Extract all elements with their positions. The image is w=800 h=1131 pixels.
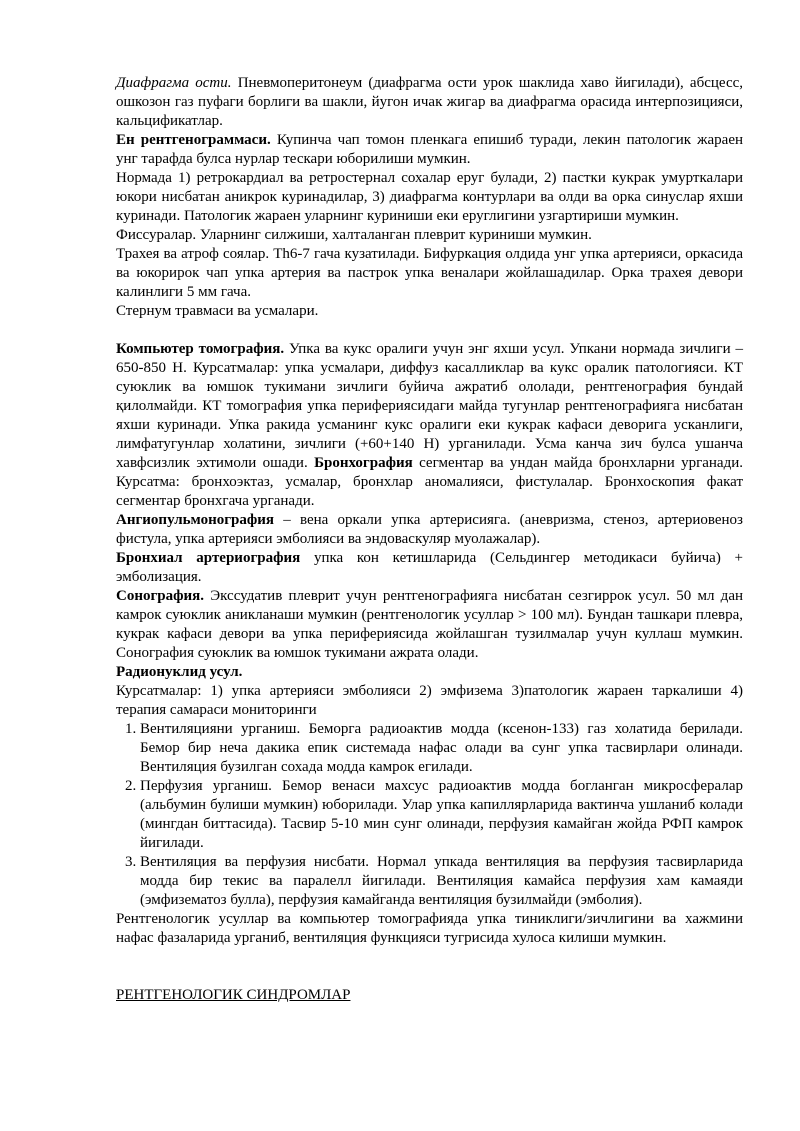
paragraph-sonography [116,587,743,663]
blank-line [116,321,743,340]
paragraph-text: Купинча чап томон пленкага епишиб туради, лекин патологик жараен унг тарафда булса нурлар тескари юборилиши мумкин. [116,132,744,167]
paragraph-lead-bronchography: Бронхография [314,455,413,471]
paragraph-text: – вена оркали упка артерисияга. (аневризма, стеноз, артериовеноз фистула, упка артерияси эмболияси ва эндоваскуляр муолажалар). [116,512,743,547]
list-item: 3. Вентиляция ва перфузия нисбати. Нормал упкада вентиляция ва перфузия тасвирларида модда бир текис ва паралелл йигилади. Вентиляция камайса перфузия хам камаяди (эмфизематоз булла), перфузия камайганда вентиляция бузилмайди (эмболия). [140,853,743,910]
paragraph-lead: Сонография. [116,588,205,604]
paragraph-text: упка кон кетишларида (Сельдингер методикаси буйича) + эмболизация. [116,550,743,585]
paragraph-text: Пневмоперитонеум (диафрагма ости урок шаклида хаво йигилади), абсцесс, ошкозон газ пуфаги борлиги ва шакли, йугон ичак жигар ва диафрагма орасида интерпозицияси, кальцификатлар. [116,75,744,129]
paragraph-lead: Ен рентгенограммаси. [116,132,271,148]
paragraph-lead: Компьютер томография. [116,341,285,357]
paragraph-ct [116,340,743,511]
numbered-list [116,720,743,910]
list-item: 2. Перфузия урганиш. Бемор венаси махсус радиоактив модда богланган микросфералар (альбумин булиши мумкин) юборилади. Улар упка капиллярларида вактинча ушланиб колади (мингдан биттасида). Тасвир 5-10 мин сунг олинади, перфузия камайган жойда РФП камрок йигилади. [140,777,743,853]
paragraph-indications: Курсатмалар: 1) упка артерияси эмболияси 2) эмфизема 3)патологик жараен таркалиши 4) терапия самараси мониторинги [116,683,743,718]
paragraph-trachea: Трахея ва атроф соялар. Th6-7 гача кузатилади. Бифуркация олдида унг упка артерияси, оркасида ва юкорирок чап упка артерия ва пастрок упка веналари жойлашадилар. Орка трахея девори калинлиги 5 мм гача. [116,246,743,300]
paragraph-lead: Ангиопульмонография [116,512,274,528]
paragraph-lateral-radiograph [116,131,743,169]
section-heading: РЕНТГЕНОЛОГИК СИНДРОМЛАР [116,987,351,1003]
paragraph-diaphragm [116,74,743,131]
document-page [116,74,743,1005]
paragraph-sternum: Стернум травмаси ва усмалари. [116,303,319,319]
paragraph-norm: Нормада 1) ретрокардиал ва ретростернал сохалар еруг булади, 2) пастки кукрак умурткалари юкори нисбатан аникрок куринадилар, 3) диафрагма контурлари ва олди ва орка синуслар яхши куринади. Патологик жараен уларнинг куриниши еки еруглигини узгартириши мумкин. [116,170,743,224]
paragraph-bronchial-arteriography [116,549,743,587]
paragraph-text: Упка ва кукс оралиги учун энг яхши усул. Упкани нормада зичлиги –650-850 Н. Курсатмалар: упка усмалари, диффуз касалликлар ва кукс оралик патологияси. КТ суюклик ва юмшок тукимани зичлиги буйича ажратиб ололади, рентгенография бундай қилолмайди. КТ томография упка перифериясидаги майда тугунлар рентгенографияга нисбатан яхши куринади. Упка ракида усманинг кукс оралиги еки кукрак кафаси деворига усканлиги, лимфатугунлар холатини, зичлиги (+60+140 Н) урганилади. Усма канча зич булса ушанча хавфсизлик эхтимоли ошади. [116,341,743,471]
list-item: 1. Вентиляцияни урганиш. Беморга радиоактив модда (ксенон-133) газ холатида берилади. Бемор бир неча дакика епик системада нафас олади ва сунг упка тасвирлари олинади. Вентиляция бузилган сохада модда камрок егилади. [140,720,743,777]
paragraph-fissures: Фиссуралар. Уларнинг силжиши, халталанган плеврит куриниши мумкин. [116,227,592,243]
paragraph-text-bronchography: сегментар ва ундан майда бронхларни урганади. Курсатма: бронхоэктаз, усмалар, бронхлар аномалияси, фистулалар. Бронхоскопия факат сегментар бронхгача урганади. [116,455,743,509]
paragraph-conclusion: Рентгенологик усуллар ва компьютер томографияда упка тиниклиги/зичлигини ва хажмини нафас фазаларида урганиб, вентиляция функцияси тугрисида хулоса килиши мумкин. [116,911,743,946]
paragraph-text: Экссудатив плеврит учун рентгенографияга нисбатан сезгиррок усул. 50 мл дан камрок суюклик аникланаши мумкин (рентгенологик усуллар > 100 мл). Бундан ташкари плевра, кукрак кафаси девори ва упка перифериясида жойлашган тузилмалар учун куллаш мумкин. Сонография суюклик ва юмшок тукимани ажрата олади. [116,588,743,661]
paragraph-lead: Бронхиал артериография [116,550,301,566]
paragraph-angiopulmonography [116,511,743,549]
paragraph-lead: Диафрагма ости. [116,75,232,91]
paragraph-radionuclide-heading: Радионуклид усул. [116,664,243,680]
